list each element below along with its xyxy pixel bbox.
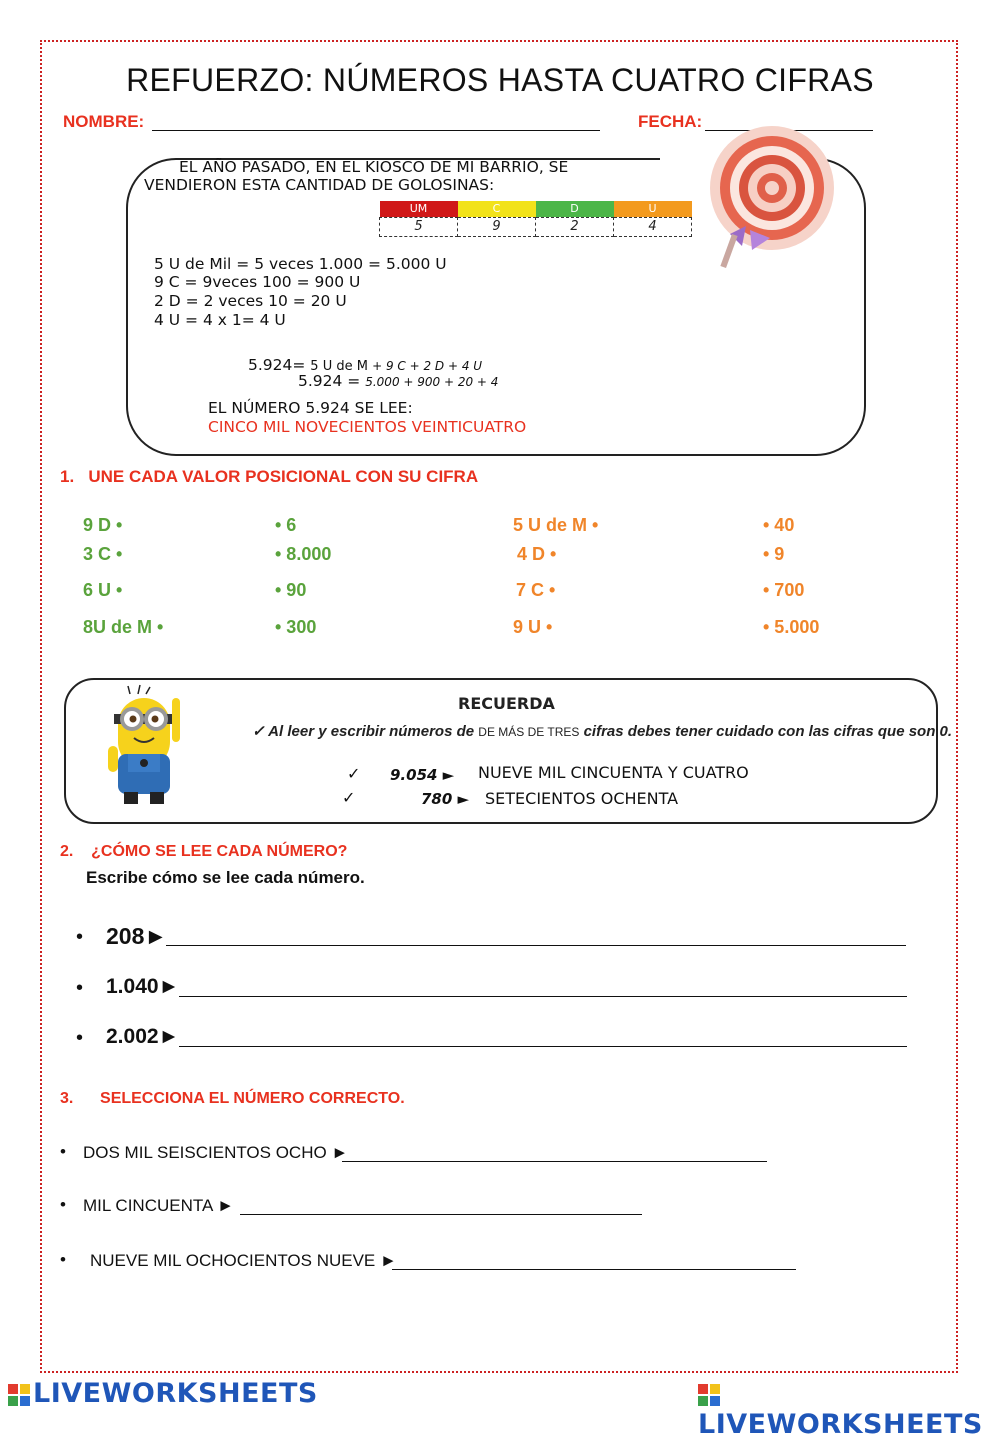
select-answer-2[interactable] bbox=[240, 1214, 642, 1215]
match-green-right-3[interactable]: • 90 bbox=[275, 580, 307, 600]
match-orange-left-2[interactable]: 4 D • bbox=[517, 544, 557, 564]
pv-header-um: UM bbox=[380, 201, 458, 217]
bullet: • bbox=[76, 926, 84, 948]
answer-line-2[interactable] bbox=[179, 996, 907, 997]
bullet: • bbox=[76, 977, 84, 999]
answer-line-1[interactable] bbox=[166, 945, 906, 946]
pv-header-u: U bbox=[614, 201, 692, 217]
page-title: REFUERZO: NÚMEROS HASTA CUATRO CIFRAS bbox=[126, 62, 874, 98]
reads-label: EL NÚMERO 5.924 SE LEE: bbox=[208, 399, 413, 417]
brand-grid-icon bbox=[698, 1384, 720, 1406]
match-orange-left-4[interactable]: 9 U • bbox=[513, 617, 553, 637]
match-green-right-4[interactable]: • 300 bbox=[275, 617, 317, 637]
match-orange-left-3[interactable]: 7 C • bbox=[516, 580, 556, 600]
example-line-2: 9 C = 9veces 100 = 900 U bbox=[154, 273, 361, 291]
number-item-3: 2.002► bbox=[106, 1025, 180, 1048]
pv-value-c: 9 bbox=[458, 217, 536, 236]
select-answer-1[interactable] bbox=[342, 1161, 767, 1162]
match-orange-left-1[interactable]: 5 U de M • bbox=[513, 515, 599, 535]
minion-icon bbox=[100, 684, 196, 812]
name-input-line[interactable] bbox=[152, 130, 600, 131]
lollipop-icon bbox=[702, 138, 842, 278]
date-label: FECHA: bbox=[638, 112, 703, 131]
decomposition-2: 5.924 = 5.000 + 900 + 20 + 4 bbox=[298, 372, 499, 390]
match-orange-right-4[interactable]: • 5.000 bbox=[763, 617, 820, 637]
match-green-right-1[interactable]: • 6 bbox=[275, 515, 297, 535]
answer-line-3[interactable] bbox=[179, 1046, 907, 1047]
recuerda-check-1: ✓ bbox=[347, 764, 361, 783]
section2-title: 2. ¿CÓMO SE LEE CADA NÚMERO? bbox=[60, 843, 348, 860]
match-orange-right-1[interactable]: • 40 bbox=[763, 515, 795, 535]
reads-value: CINCO MIL NOVECIENTOS VEINTICUATRO bbox=[208, 418, 527, 436]
brand-grid-icon bbox=[8, 1384, 30, 1406]
recuerda-example-2-number: 780 ► bbox=[421, 790, 470, 808]
example-line-4: 4 U = 4 x 1= 4 U bbox=[154, 311, 286, 329]
bullet: • bbox=[76, 1027, 84, 1049]
match-green-left-3[interactable]: 6 U • bbox=[83, 580, 123, 600]
decomposition-1: 5.924= 5 U de M + 9 C + 2 D + 4 U bbox=[248, 356, 483, 374]
section2-subtitle: Escribe cómo se lee cada número. bbox=[86, 868, 365, 887]
name-label: NOMBRE: bbox=[63, 112, 145, 131]
match-green-left-1[interactable]: 9 D • bbox=[83, 515, 123, 535]
pv-value-u: 4 bbox=[614, 217, 692, 236]
number-item-2: 1.040► bbox=[106, 975, 180, 998]
select-answer-3[interactable] bbox=[392, 1269, 796, 1270]
recuerda-example-1-text: NUEVE MIL CINCUENTA Y CUATRO bbox=[478, 763, 749, 782]
recuerda-title: RECUERDA bbox=[458, 694, 555, 713]
recuerda-check-2: ✓ bbox=[342, 788, 356, 807]
match-orange-right-3[interactable]: • 700 bbox=[763, 580, 805, 600]
example-intro-1: EL AÑO PASADO, EN EL KIOSCO DE MI BARRIO, SE bbox=[179, 158, 569, 176]
pv-header-d: D bbox=[536, 201, 614, 217]
select-item-3: NUEVE MIL OCHOCIENTOS NUEVE ► bbox=[90, 1251, 397, 1270]
match-green-right-2[interactable]: • 8.000 bbox=[275, 544, 332, 564]
match-orange-right-2[interactable]: • 9 bbox=[763, 544, 785, 564]
match-green-left-2[interactable]: 3 C • bbox=[83, 544, 123, 564]
example-line-1: 5 U de Mil = 5 veces 1.000 = 5.000 U bbox=[154, 255, 447, 273]
bullet: • bbox=[60, 1142, 66, 1161]
place-value-table bbox=[379, 201, 692, 237]
select-item-1: DOS MIL SEISCIENTOS OCHO ► bbox=[83, 1143, 349, 1162]
number-item-1: 208► bbox=[106, 923, 168, 949]
match-green-left-4[interactable]: 8U de M • bbox=[83, 617, 164, 637]
brand-logo-left: LIVEWORKSHEETS bbox=[8, 1378, 318, 1409]
pv-value-d: 2 bbox=[536, 217, 614, 236]
example-line-3: 2 D = 2 veces 10 = 20 U bbox=[154, 292, 347, 310]
pv-header-c: C bbox=[458, 201, 536, 217]
example-intro-2: VENDIERON ESTA CANTIDAD DE GOLOSINAS: bbox=[144, 176, 495, 194]
recuerda-example-1-number: 9.054 ► bbox=[390, 766, 455, 784]
section3-title: 3. SELECCIONA EL NÚMERO CORRECTO. bbox=[60, 1090, 405, 1107]
brand-logo-right: LIVEWORKSHEETS bbox=[698, 1378, 1000, 1440]
recuerda-rule: ✓ Al leer y escribir números de DE MÁS DE TRES cifras debes tener cuidado con las cifras que son 0. bbox=[252, 723, 953, 740]
select-item-2: MIL CINCUENTA ► bbox=[83, 1196, 234, 1215]
recuerda-example-2-text: SETECIENTOS OCHENTA bbox=[485, 789, 679, 808]
section1-title: 1. UNE CADA VALOR POSICIONAL CON SU CIFRA bbox=[60, 467, 479, 486]
bullet: • bbox=[60, 1250, 66, 1269]
pv-value-um: 5 bbox=[380, 217, 458, 236]
bullet: • bbox=[60, 1195, 66, 1214]
